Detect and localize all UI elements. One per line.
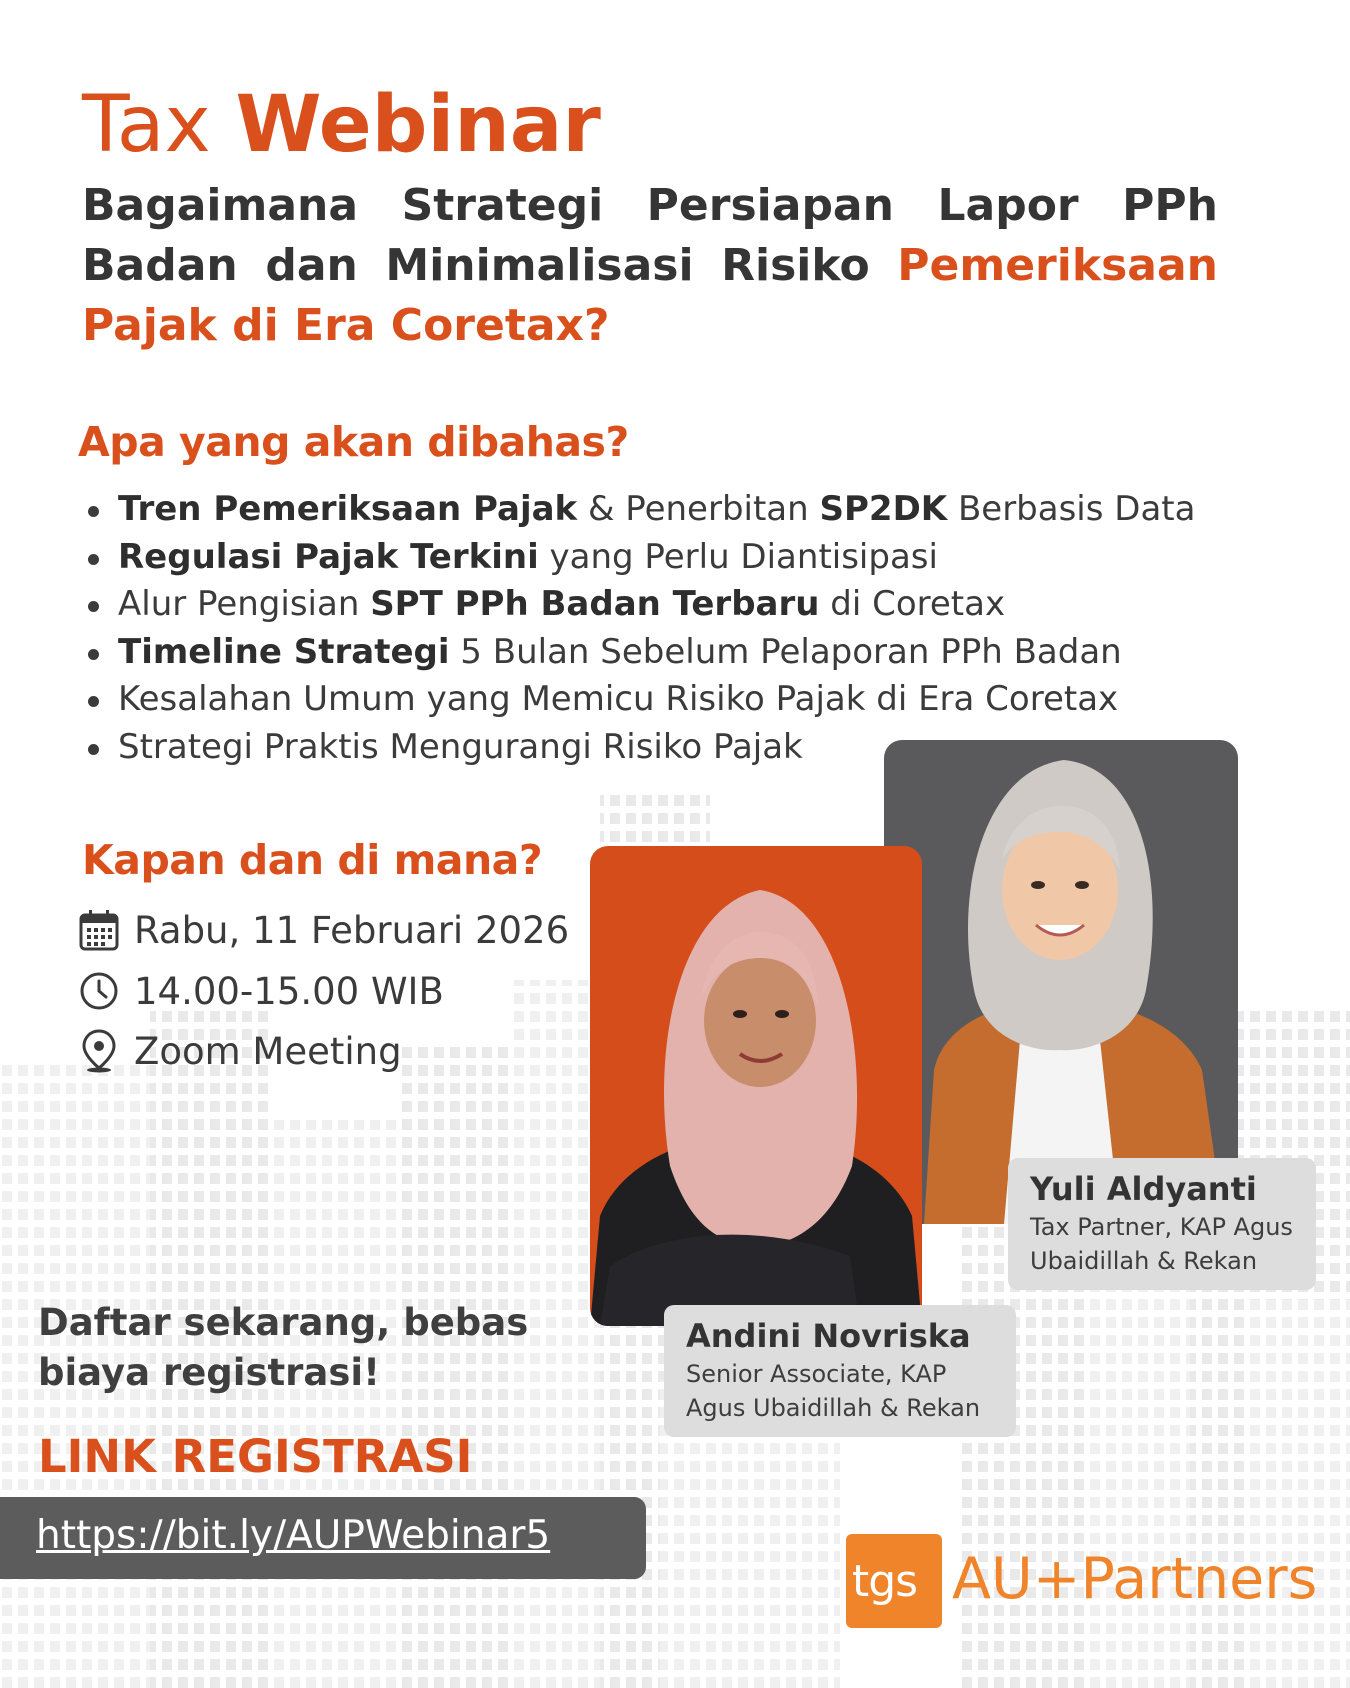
calendar-icon bbox=[78, 907, 120, 953]
topics-heading: Apa yang akan dibahas? bbox=[78, 418, 629, 466]
register-call-to-action: Daftar sekarang, bebas biaya registrasi! bbox=[38, 1301, 529, 1394]
speaker-card-andini bbox=[664, 1305, 1016, 1437]
topic-item: Kesalahan Umum yang Memicu Risiko Pajak di Era Coretax bbox=[88, 676, 1195, 724]
topic-item: Regulasi Pajak Terkini yang Perlu Diantisipasi bbox=[88, 534, 1195, 582]
topic-item: Timeline Strategi 5 Bulan Sebelum Pelaporan PPh Badan bbox=[88, 629, 1195, 677]
logo-mark-text: tgs bbox=[852, 1556, 918, 1607]
clock-icon bbox=[78, 968, 120, 1014]
speaker-portrait-yuli bbox=[884, 740, 1238, 1224]
webinar-title bbox=[82, 80, 601, 170]
location-pin-icon bbox=[78, 1028, 120, 1074]
speaker-photo-andini bbox=[590, 846, 922, 1326]
registration-link[interactable]: https://bit.ly/AUPWebinar5 bbox=[36, 1513, 551, 1558]
speaker-role: Tax Partner, KAP Agus Ubaidillah & Rekan bbox=[1030, 1213, 1293, 1275]
event-place: Zoom Meeting bbox=[134, 1029, 402, 1073]
event-date-row bbox=[78, 905, 569, 955]
webinar-headline bbox=[82, 176, 1218, 356]
speaker-role: Senior Associate, KAP Agus Ubaidillah & Rekan bbox=[686, 1360, 981, 1422]
topic-item: Tren Pemeriksaan Pajak & Penerbitan SP2DK Berbasis Data bbox=[88, 486, 1195, 534]
event-place-row bbox=[78, 1026, 402, 1076]
speaker-photo-yuli bbox=[884, 740, 1238, 1224]
speaker-portrait-andini bbox=[590, 846, 922, 1326]
headline-lead: Bagaimana Strategi Persiapan Lapor PPh Badan dan Minimalisasi Risiko bbox=[82, 180, 1218, 291]
event-time-row bbox=[78, 966, 444, 1016]
headline-highlight: Pemeriksaan Pajak di Era Coretax? bbox=[82, 240, 1218, 351]
tgs-logo-mark bbox=[846, 1534, 942, 1628]
when-heading: Kapan dan di mana? bbox=[82, 836, 543, 884]
title-light: Tax bbox=[82, 80, 211, 170]
registration-link-heading: LINK REGISTRASI bbox=[38, 1430, 473, 1483]
title-bold: Webinar bbox=[235, 80, 601, 170]
registration-link-box bbox=[0, 1497, 646, 1579]
event-date: Rabu, 11 Februari 2026 bbox=[134, 908, 570, 952]
topics-list bbox=[88, 486, 1195, 771]
topic-item: Alur Pengisian SPT PPh Badan Terbaru di Coretax bbox=[88, 581, 1195, 629]
speaker-card-yuli bbox=[1008, 1158, 1316, 1290]
event-time: 14.00-15.00 WIB bbox=[134, 969, 444, 1013]
speaker-name: Yuli Aldyanti bbox=[1030, 1170, 1257, 1208]
topic-item: Strategi Praktis Mengurangi Risiko Pajak bbox=[88, 724, 1195, 772]
au-partners-logo-text: AU+Partners bbox=[952, 1546, 1318, 1612]
speaker-name: Andini Novriska bbox=[686, 1317, 971, 1355]
